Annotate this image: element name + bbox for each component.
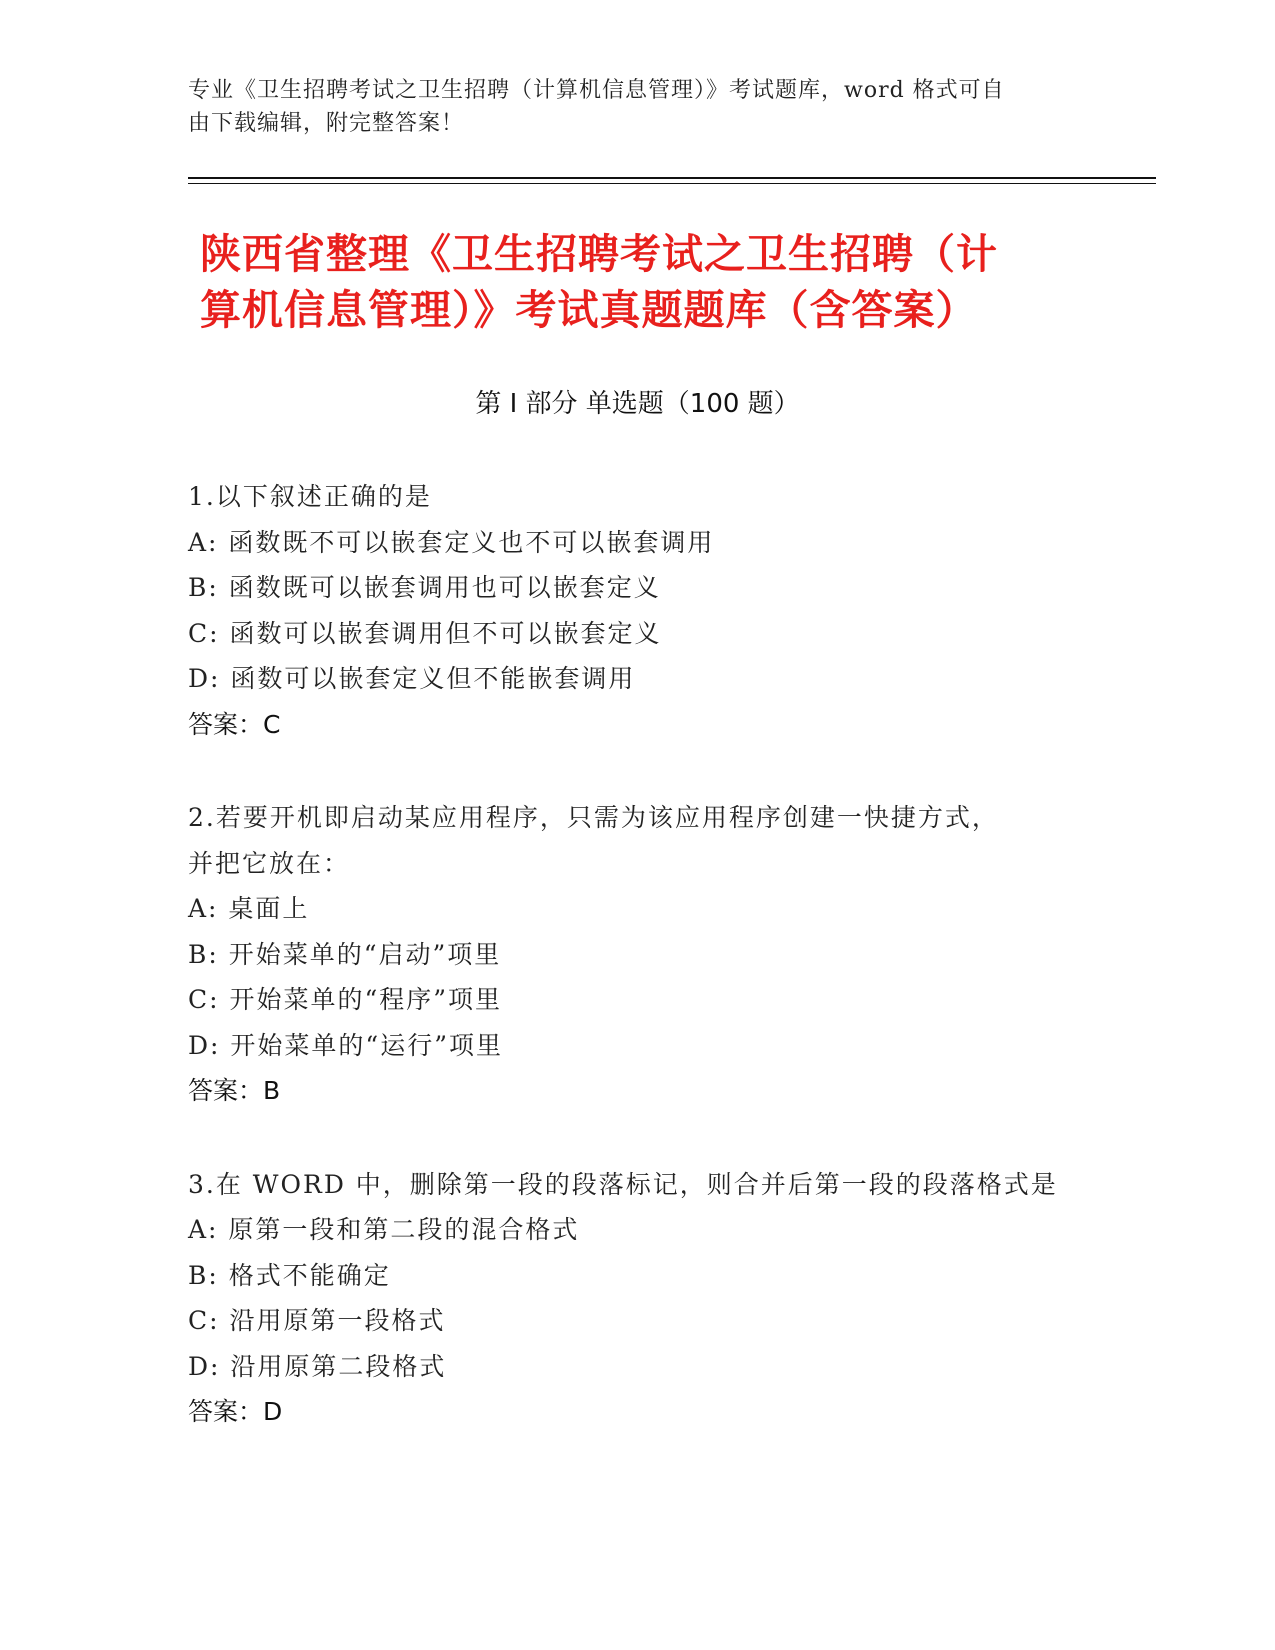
header-note-line-2: 由下载编辑，附完整答案！	[188, 111, 465, 136]
document-title-line-1: 陕西省整理《卫生招聘考试之卫生招聘（计	[200, 230, 998, 278]
header-divider-thick	[188, 177, 1156, 179]
header-note	[188, 74, 1068, 140]
document-title	[200, 226, 1100, 338]
question-stem-continued: 并把它放在：	[188, 848, 351, 878]
question-2	[188, 795, 1088, 1114]
question-1	[188, 474, 1088, 747]
section-heading: 第 I 部分 单选题（100 题）	[475, 389, 800, 419]
option-b: B: 格式不能确定	[188, 1260, 391, 1290]
question-3	[188, 1162, 1088, 1435]
document-title-line-2: 算机信息管理）》考试真题题库（含答案）	[200, 286, 978, 334]
question-list	[188, 474, 1088, 1483]
answer: 答案：D	[188, 1397, 283, 1426]
option-b: B: 函数既可以嵌套调用也可以嵌套定义	[188, 573, 661, 602]
option-c: C: 开始菜单的“程序”项里	[188, 985, 503, 1014]
option-b: B: 开始菜单的“启动”项里	[188, 939, 502, 969]
question-stem: 1.以下叙述正确的是	[188, 482, 432, 511]
answer: 答案：B	[188, 1076, 281, 1105]
option-a: A: 原第一段和第二段的混合格式	[188, 1215, 580, 1244]
option-a: A: 桌面上	[188, 894, 310, 923]
option-c: C: 函数可以嵌套调用但不可以嵌套定义	[188, 618, 662, 648]
option-d: D: 沿用原第二段格式	[188, 1351, 447, 1381]
question-stem: 2.若要开机即启动某应用程序，只需为该应用程序创建一快捷方式，	[188, 803, 999, 832]
question-stem: 3.在 WORD 中，删除第一段的段落标记，则合并后第一段的段落格式是	[188, 1169, 1058, 1199]
header-divider-thin	[188, 183, 1156, 184]
answer: 答案：C	[188, 709, 281, 739]
option-d: D: 开始菜单的“运行”项里	[188, 1030, 503, 1060]
header-note-line-1: 专业《卫生招聘考试之卫生招聘（计算机信息管理）》考试题库，word 格式可自	[188, 78, 1005, 103]
option-a: A: 函数既不可以嵌套定义也不可以嵌套调用	[188, 527, 715, 557]
option-c: C: 沿用原第一段格式	[188, 1306, 446, 1335]
option-d: D: 函数可以嵌套定义但不能嵌套调用	[188, 664, 636, 693]
